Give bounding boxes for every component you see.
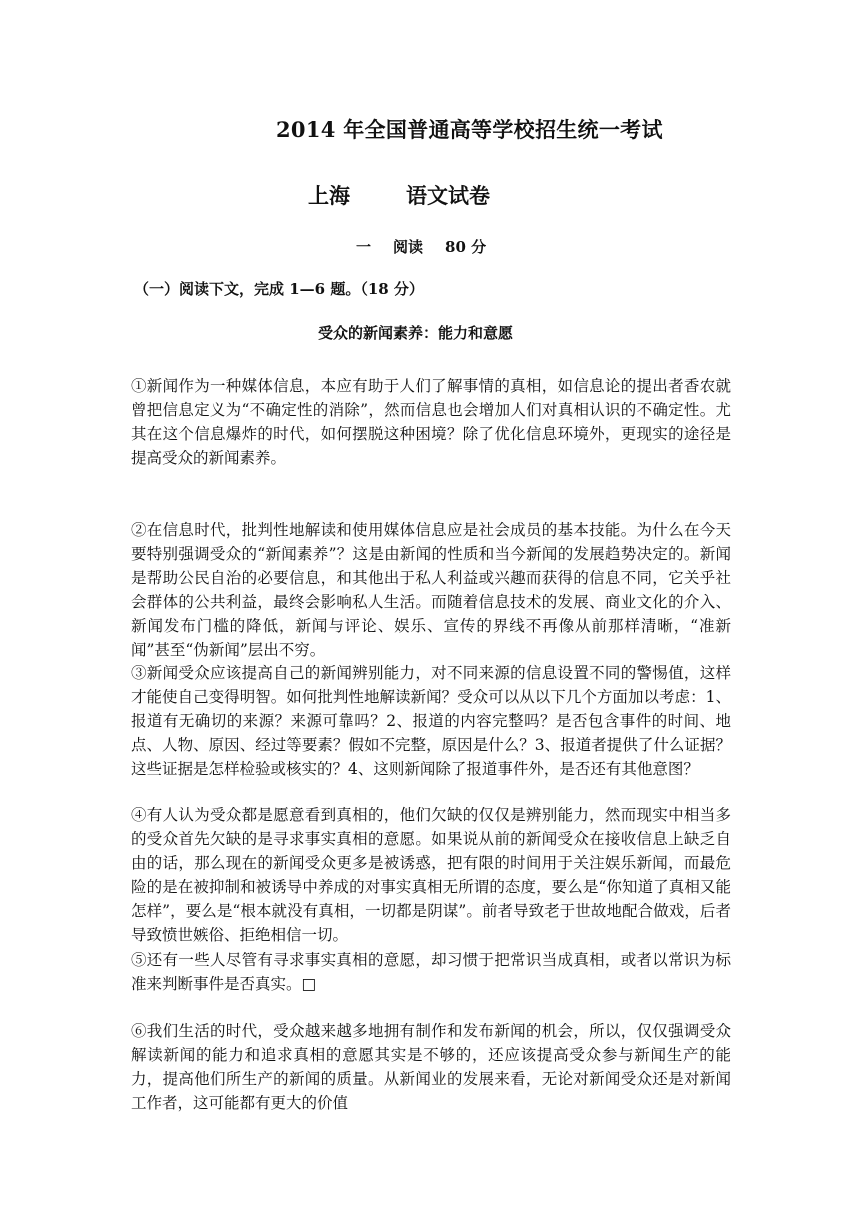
- article-paragraph-2: ②在信息时代，批判性地解读和使用媒体信息应是社会成员的基本技能。为什么在今天要特别强调受众的“新闻素养”？这是由新闻的性质和当今新闻的发展趋势决定的。新闻是帮助公民自治的必要信息，和其他出于私人利益或兴趣而获得的信息不同，它关乎社会群体的公共利益，最终会影响私人生活。而随着信息技术的发展、商业文化的介入、新闻发布门槛的降低，新闻与评论、娱乐、宣传的界线不再像从前那样清晰，“准新闻”甚至“伪新闻”层出不穷。: [131, 520, 731, 659]
- exam-title: 2014 年全国普通高等学校招生统一考试: [276, 117, 663, 142]
- section-heading: [356, 236, 486, 257]
- article-paragraph-3: ③新闻受众应该提高自己的新闻辨别能力，对不同来源的信息设置不同的警惕值，这样才能使自己变得明智。如何批判性地解读新闻？受众可以从以下几个方面加以考虑：1、报道有无确切的来源？来源可靠吗？2、报道的内容完整吗？是否包含事件的时间、地点、人物、原因、经过等要素？假如不完整，原因是什么？3、报道者提供了什么证据？这些证据是怎样检验或核实的？4、这则新闻除了报道事件外，是否还有其他意图？: [131, 663, 731, 778]
- section-name: 阅读: [393, 238, 424, 256]
- part-instruction: （一）阅读下文，完成 1—6 题。（18 分）: [134, 280, 424, 298]
- article-paragraph-1: ①新闻作为一种媒体信息，本应有助于人们了解事情的真相，如信息论的提出者香农就曾把信息定义为“不确定性的消除”，然而信息也会增加人们对真相认识的不确定性。尤其在这个信息爆炸的时代，如何摆脱这种困境？除了优化信息环境外，更现实的途径是提高受众的新闻素养。: [131, 376, 731, 467]
- section-number: 一: [356, 238, 372, 256]
- article-paragraph-4: ④有人认为受众都是愿意看到真相的，他们欠缺的仅仅是辨别能力，然而现实中相当多的受众首先欠缺的是寻求事实真相的意愿。如果说从前的新闻受众在接收信息上缺乏自由的话，那么现在的新闻受众更多是被诱惑，把有限的时间用于关注娱乐新闻，而最危险的是在被抑制和被诱导中养成的对事实真相无所谓的态度，要么是“你知道了真相又能怎样”，要么是“根本就没有真相，一切都是阴谋”。前者导致老于世故地配合做戏，后者导致愤世嫉俗、拒绝相信一切。: [131, 805, 731, 944]
- article-paragraph-5: ⑤还有一些人尽管有寻求事实真相的意愿，却习惯于把常识当成真相，或者以常识为标准来判断事件是否真实。□: [131, 950, 731, 993]
- exam-region: 上海: [308, 183, 350, 208]
- section-score: 80 分: [445, 238, 487, 256]
- exam-subtitle: [308, 180, 490, 210]
- article-paragraph-6: ⑥我们生活的时代，受众越来越多地拥有制作和发布新闻的机会，所以，仅仅强调受众解读新闻的能力和追求真相的意愿其实是不够的，还应该提高受众参与新闻生产的能力，提高他们所生产的新闻的质量。从新闻业的发展来看，无论对新闻受众还是对新闻工作者，这可能都有更大的价值: [131, 1021, 731, 1112]
- exam-paper-name: 语文试卷: [406, 183, 490, 208]
- article-title: 受众的新闻素养：能力和意愿: [318, 324, 514, 342]
